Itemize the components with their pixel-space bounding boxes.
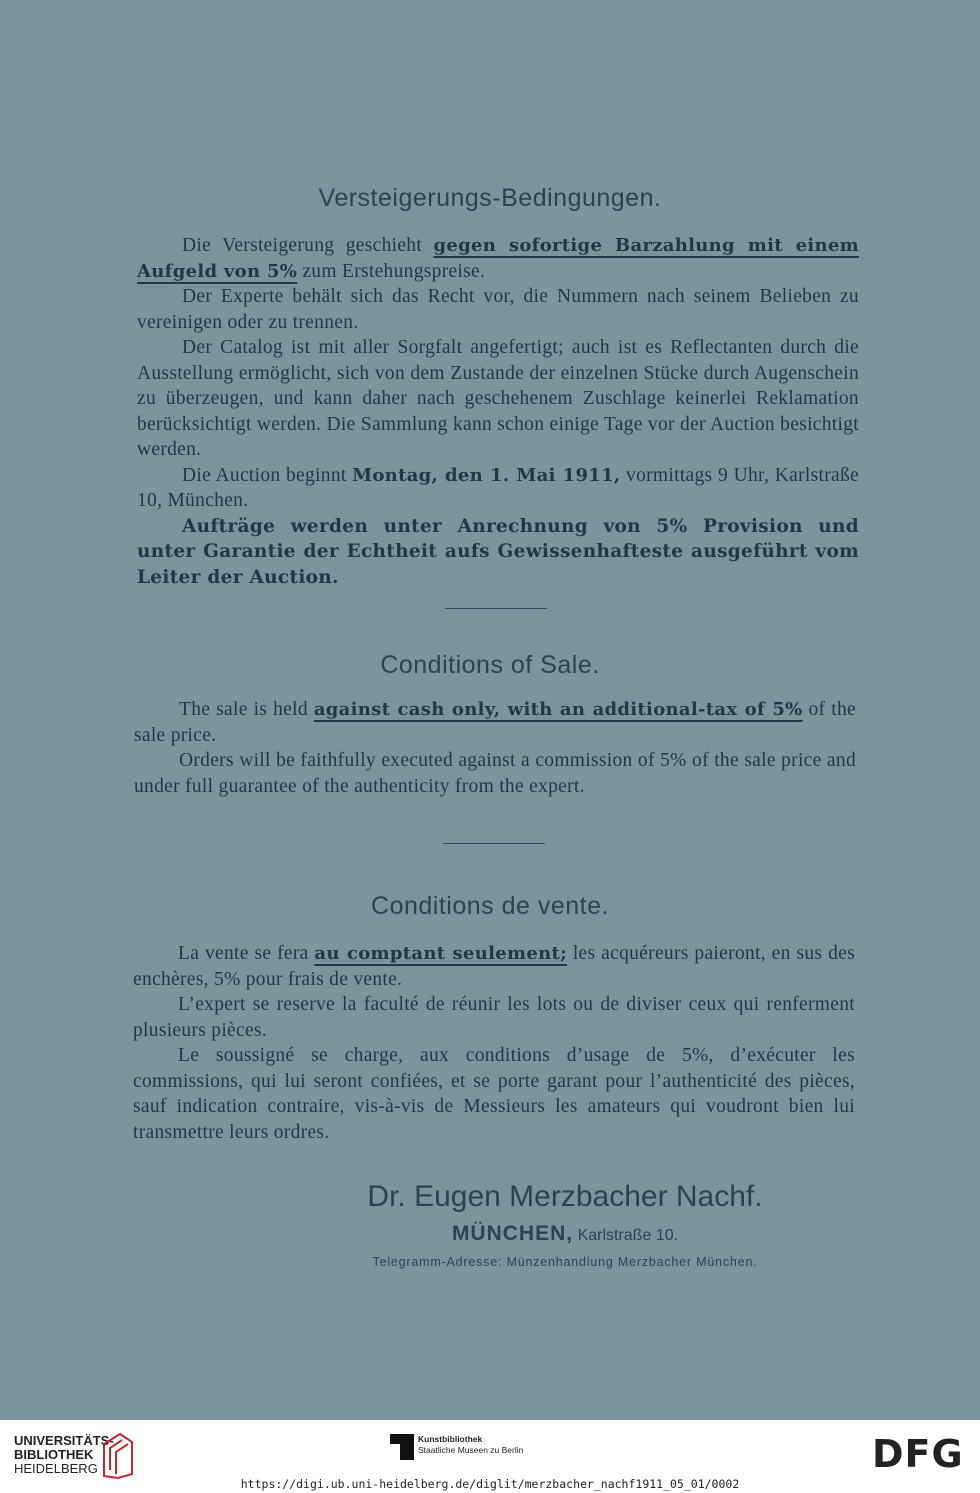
section-divider (445, 608, 547, 609)
kb-line-1: Kunstbibliothek (418, 1434, 483, 1444)
ub-emblem-icon (100, 1430, 136, 1480)
german-p1-tail: zum Erstehungspreise. (297, 260, 486, 282)
french-p1-emphasis: au comptant seulement; (314, 943, 568, 964)
dfg-logo[interactable]: DFG (872, 1432, 964, 1476)
english-paragraph-2: Orders will be faithfully executed against a commission of 5% of the sale price and under full guarantee of the authenticity from the expert. (134, 750, 856, 797)
firm-name: Dr. Eugen Merzbacher Nachf. (367, 1180, 763, 1213)
german-p1-text: Die Versteigerung geschieht (182, 235, 434, 256)
french-p1-text: La vente se fera (178, 943, 315, 964)
section-divider (443, 843, 545, 844)
english-p1-tail: of the sale price. (134, 699, 856, 746)
telegram-address: Telegramm-Adresse: Münzenhandlung Merzbacher München. (372, 1255, 758, 1269)
german-paragraph-5: Aufträge werden unter Anrechnung von 5% Provision und unter Garantie der Echtheit aufs Gewissenhafteste ausgeführt vom Leiter der Auction. (137, 515, 859, 588)
firm-street: Karlstraße 10. (577, 1227, 679, 1244)
german-paragraph-1 (137, 233, 859, 284)
german-paragraph-3: Der Catalog ist mit aller Sorgfalt angefertigt; auch ist es Reflectanten durch die Ausstellung ermöglicht, sich von dem Zustande der einzelnen Stücke durch Augenschein zu überzeugen, und kann daher nach geschehenem Zuschlage keinerlei Reklamation berücksichtigt werden. Die Sammlung kann schon einige Tage vor der Auction besichtigt werden. (137, 337, 859, 460)
english-paragraph-1 (134, 697, 856, 748)
kb-line-2: Staatliche Museen zu Berlin (418, 1445, 524, 1455)
ub-line-3: HEIDELBERG (14, 1461, 98, 1476)
english-heading: Conditions of Sale. (380, 651, 600, 679)
french-paragraph-3: Le soussigné se charge, aux conditions d’usage de 5%, d’exécuter les commissions, qui lui seront confiées, et se porte garant pour l’authenticité des pièces, sauf indication contraire, vis-à-vis de Messieurs les amateurs qui voudront bien lui transmettre leurs ordres. (133, 1045, 855, 1143)
german-p1-emphasis: gegen sofortige Barzahlung mit einem Aufgeld von 5% (137, 235, 859, 282)
page-url-link[interactable]: https://digi.ub.uni-heidelberg.de/diglit/merzbacher_nachf1911_05_01/0002 (240, 1477, 740, 1491)
german-p4-tail: vormittags 9 Uhr, Karlstraße 10, München. (137, 464, 859, 511)
german-paragraph-2: Der Experte behält sich das Recht vor, die Nummern nach seinem Belieben zu vereinigen oder zu trennen. (137, 286, 859, 333)
english-conditions (134, 697, 856, 799)
firm-address (0, 1222, 980, 1246)
german-conditions (137, 233, 859, 590)
english-p1-text: The sale is held (179, 699, 314, 720)
german-p4-text: Die Auction beginnt (182, 464, 353, 486)
french-paragraph-2: L’expert se reserve la faculté de réunir les lots ou de diviser ceux qui renferment plusieurs pièces. (133, 994, 855, 1041)
ub-line-1: UNIVERSITÄTS- (14, 1433, 114, 1448)
digitization-footer (0, 1420, 980, 1493)
ub-line-2: BIBLIOTHEK (14, 1447, 94, 1462)
german-heading: Versteigerungs-Bedingungen. (318, 184, 662, 212)
french-paragraph-1 (133, 941, 855, 992)
french-heading: Conditions de vente. (371, 892, 609, 920)
kunstbibliothek-logo[interactable] (418, 1434, 523, 1456)
english-p1-emphasis: against cash only, with an additional-tax of 5% (313, 699, 803, 720)
ub-heidelberg-logo[interactable] (14, 1434, 114, 1476)
firm-city: MÜNCHEN, (451, 1222, 574, 1245)
german-paragraph-4 (137, 463, 859, 514)
kunstbibliothek-emblem-icon (390, 1434, 414, 1460)
german-p4-date: Montag, den 1. Mai 1911, (352, 464, 621, 486)
french-p1-tail: les acquéreurs paieront, en sus des enchères, 5% pour frais de vente. (133, 943, 855, 990)
french-conditions (133, 941, 855, 1145)
